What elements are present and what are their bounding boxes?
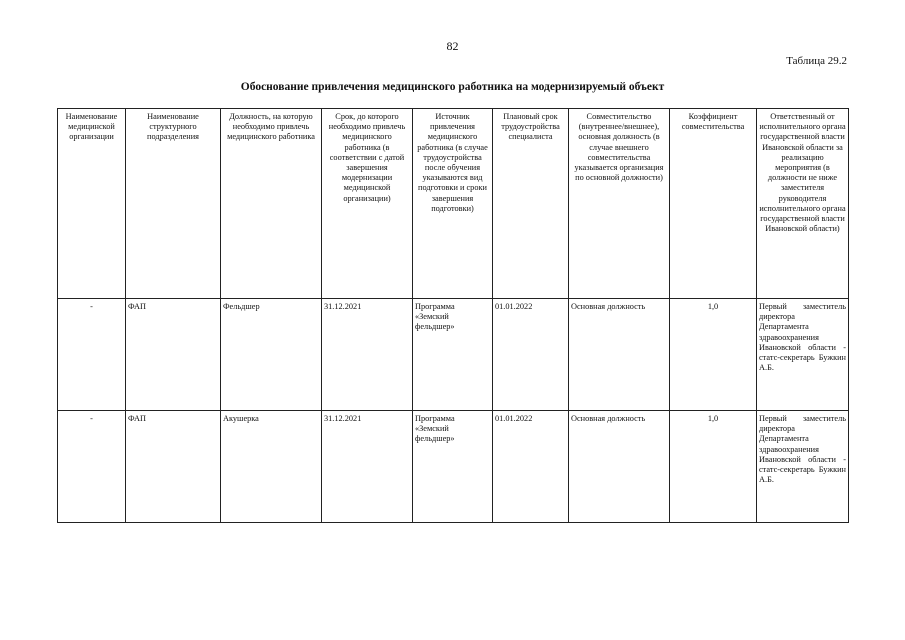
cell-responsible: Первый заместитель директора Департамента здравоохранения Ивановской области - статс-секретарь Бужкин А.Б. bbox=[757, 411, 849, 523]
header-row bbox=[58, 109, 849, 299]
table-row bbox=[58, 411, 849, 523]
cell-source: Программа «Земский фельдшер» bbox=[413, 299, 493, 411]
cell-unit: ФАП bbox=[126, 299, 221, 411]
header-responsible: Ответственный от исполнительного органа государственной власти Ивановской области за реализацию мероприятия (в должности не ниже заместителя руководителя исполнительного органа государственной власти Ивановской области) bbox=[757, 109, 849, 299]
cell-position: Фельдшер bbox=[221, 299, 322, 411]
header-source: Источник привлечения медицинского работника (в случае трудоустройства после обучения указываются вид подготовки и сроки завершения подготовки) bbox=[413, 109, 493, 299]
document-title: Обоснование привлечения медицинского работника на модернизируемый объект bbox=[240, 81, 665, 93]
cell-org: - bbox=[58, 299, 126, 411]
cell-deadline: 31.12.2021 bbox=[322, 299, 413, 411]
header-position: Должность, на которую необходимо привлечь медицинского работника bbox=[221, 109, 322, 299]
cell-deadline: 31.12.2021 bbox=[322, 411, 413, 523]
justification-table bbox=[57, 108, 849, 523]
header-coefficient: Коэффициент совместительства bbox=[670, 109, 757, 299]
header-org: Наименование медицинской организации bbox=[58, 109, 126, 299]
header-deadline: Срок, до которого необходимо привлечь медицинского работника (в соответствии с датой завершения модернизации медицинской организации) bbox=[322, 109, 413, 299]
header-unit: Наименование структурного подразделения bbox=[126, 109, 221, 299]
cell-unit: ФАП bbox=[126, 411, 221, 523]
cell-position: Акушерка bbox=[221, 411, 322, 523]
cell-source: Программа «Земский фельдшер» bbox=[413, 411, 493, 523]
table-label: Таблица 29.2 bbox=[786, 55, 847, 67]
cell-org: - bbox=[58, 411, 126, 523]
page-number: 82 bbox=[446, 39, 459, 53]
table-row bbox=[58, 299, 849, 411]
cell-combination: Основная должность bbox=[569, 299, 670, 411]
cell-responsible: Первый заместитель директора Департамента здравоохранения Ивановской области - статс-секретарь Бужкин А.Б. bbox=[757, 299, 849, 411]
header-planned-date: Плановый срок трудоустройства специалиста bbox=[493, 109, 569, 299]
cell-coefficient: 1,0 bbox=[670, 411, 757, 523]
cell-planned-date: 01.01.2022 bbox=[493, 299, 569, 411]
cell-planned-date: 01.01.2022 bbox=[493, 411, 569, 523]
header-combination: Совместительство (внутреннее/внешнее), основная должность (в случае внешнего совместительства указывается организация по основной должности) bbox=[569, 109, 670, 299]
cell-coefficient: 1,0 bbox=[670, 299, 757, 411]
cell-combination: Основная должность bbox=[569, 411, 670, 523]
